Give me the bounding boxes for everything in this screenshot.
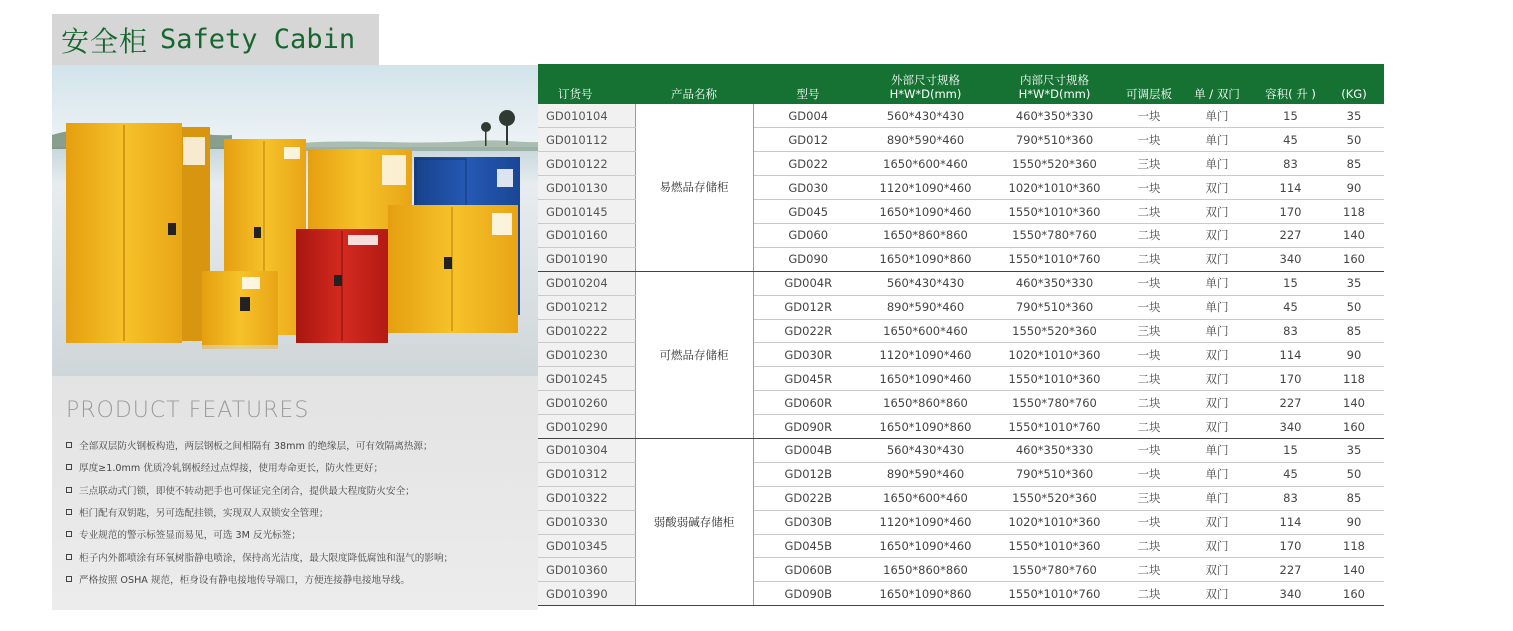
inner-size-cell: 1550*520*360 <box>988 319 1121 343</box>
square-bullet-icon <box>66 554 72 560</box>
order-no-cell: GD010145 <box>538 200 635 224</box>
weight-cell: 140 <box>1324 391 1384 415</box>
order-no-cell: GD010260 <box>538 391 635 415</box>
outer-size-cell: 1650*1090*860 <box>863 582 988 606</box>
door-cell: 单门 <box>1177 438 1257 462</box>
inner-size-cell: 1550*1010*360 <box>988 367 1121 391</box>
header-product-name: 产品名称 <box>635 64 753 104</box>
outer-size-cell: 1650*860*860 <box>863 391 988 415</box>
header-outer-size-title: 外部尺寸规格 <box>891 73 960 87</box>
weight-cell: 160 <box>1324 247 1384 271</box>
page-title <box>52 14 379 65</box>
model-cell: GD012 <box>753 128 863 152</box>
order-no-cell: GD010322 <box>538 486 635 510</box>
door-cell: 双门 <box>1177 247 1257 271</box>
shelf-cell: 三块 <box>1121 319 1177 343</box>
weight-cell: 85 <box>1324 152 1384 176</box>
weight-cell: 35 <box>1324 438 1384 462</box>
features-heading: PRODUCT FEATURES <box>66 398 310 423</box>
outer-size-cell: 1650*600*460 <box>863 152 988 176</box>
door-cell: 双门 <box>1177 534 1257 558</box>
inner-size-cell: 790*510*360 <box>988 462 1121 486</box>
shelf-cell: 一块 <box>1121 104 1177 128</box>
outer-size-cell: 1650*600*460 <box>863 486 988 510</box>
door-cell: 单门 <box>1177 486 1257 510</box>
table-row <box>538 271 1384 295</box>
shelf-cell: 一块 <box>1121 295 1177 319</box>
feature-text: 专业规范的警示标签显而易见，可选 3M 反光标签； <box>79 530 301 542</box>
spec-table-body <box>538 104 1384 606</box>
feature-item <box>66 479 538 501</box>
weight-cell: 90 <box>1324 176 1384 200</box>
spec-table <box>538 64 1384 606</box>
outer-size-cell: 1650*1090*860 <box>863 415 988 439</box>
outer-size-cell: 1650*860*860 <box>863 223 988 247</box>
header-inner-size <box>988 64 1121 104</box>
inner-size-cell: 1550*780*760 <box>988 391 1121 415</box>
weight-cell: 90 <box>1324 510 1384 534</box>
volume-cell: 83 <box>1257 152 1324 176</box>
header-order-no: 订货号 <box>538 64 635 104</box>
product-name-cell: 易燃品存储柜 <box>635 104 753 271</box>
title-english: Safety Cabin <box>160 24 356 55</box>
model-cell: GD090R <box>753 415 863 439</box>
volume-cell: 340 <box>1257 415 1324 439</box>
volume-cell: 227 <box>1257 558 1324 582</box>
volume-cell: 170 <box>1257 200 1324 224</box>
shelf-cell: 二块 <box>1121 223 1177 247</box>
inner-size-cell: 1550*520*360 <box>988 486 1121 510</box>
order-no-cell: GD010160 <box>538 223 635 247</box>
outer-size-cell: 1650*1090*460 <box>863 200 988 224</box>
header-outer-size-unit: H*W*D(mm) <box>889 87 962 101</box>
outer-size-cell: 560*430*430 <box>863 104 988 128</box>
inner-size-cell: 460*350*330 <box>988 438 1121 462</box>
model-cell: GD030R <box>753 343 863 367</box>
volume-cell: 340 <box>1257 582 1324 606</box>
volume-cell: 15 <box>1257 104 1324 128</box>
order-no-cell: GD010212 <box>538 295 635 319</box>
shelf-cell: 一块 <box>1121 271 1177 295</box>
door-cell: 双门 <box>1177 510 1257 534</box>
order-no-cell: GD010312 <box>538 462 635 486</box>
weight-cell: 118 <box>1324 534 1384 558</box>
door-cell: 单门 <box>1177 271 1257 295</box>
order-no-cell: GD010122 <box>538 152 635 176</box>
header-inner-size-title: 内部尺寸规格 <box>1020 73 1089 87</box>
header-weight: (KG) <box>1324 64 1384 104</box>
model-cell: GD090 <box>753 247 863 271</box>
table-row <box>538 438 1384 462</box>
shelf-cell: 一块 <box>1121 462 1177 486</box>
shelf-cell: 二块 <box>1121 247 1177 271</box>
weight-cell: 160 <box>1324 415 1384 439</box>
inner-size-cell: 790*510*360 <box>988 295 1121 319</box>
shelf-cell: 一块 <box>1121 510 1177 534</box>
square-bullet-icon <box>66 464 72 470</box>
model-cell: GD022 <box>753 152 863 176</box>
outer-size-cell: 1120*1090*460 <box>863 343 988 367</box>
door-cell: 单门 <box>1177 104 1257 128</box>
inner-size-cell: 1020*1010*360 <box>988 176 1121 200</box>
inner-size-cell: 1020*1010*360 <box>988 510 1121 534</box>
outer-size-cell: 560*430*430 <box>863 438 988 462</box>
outer-size-cell: 1120*1090*460 <box>863 176 988 200</box>
order-no-cell: GD010290 <box>538 415 635 439</box>
feature-text: 厚度≥1.0mm 优质冷轧钢板经过点焊接，使用寿命更长，防火性更好； <box>79 463 384 475</box>
title-chinese: 安全柜 <box>61 24 149 58</box>
shelf-cell: 三块 <box>1121 152 1177 176</box>
outer-size-cell: 890*590*460 <box>863 295 988 319</box>
inner-size-cell: 1550*780*760 <box>988 223 1121 247</box>
weight-cell: 85 <box>1324 319 1384 343</box>
shelf-cell: 二块 <box>1121 200 1177 224</box>
door-cell: 双门 <box>1177 415 1257 439</box>
volume-cell: 114 <box>1257 343 1324 367</box>
feature-item <box>66 456 538 478</box>
model-cell: GD030B <box>753 510 863 534</box>
feature-item <box>66 545 538 567</box>
order-no-cell: GD010130 <box>538 176 635 200</box>
door-cell: 单门 <box>1177 295 1257 319</box>
shelf-cell: 一块 <box>1121 438 1177 462</box>
header-model: 型号 <box>753 64 863 104</box>
inner-size-cell: 1550*520*360 <box>988 152 1121 176</box>
volume-cell: 83 <box>1257 319 1324 343</box>
square-bullet-icon <box>66 509 72 515</box>
door-cell: 单门 <box>1177 128 1257 152</box>
volume-cell: 170 <box>1257 534 1324 558</box>
product-photo <box>52 65 538 376</box>
volume-cell: 114 <box>1257 176 1324 200</box>
shelf-cell: 一块 <box>1121 128 1177 152</box>
order-no-cell: GD010245 <box>538 367 635 391</box>
volume-cell: 15 <box>1257 271 1324 295</box>
door-cell: 双门 <box>1177 343 1257 367</box>
volume-cell: 340 <box>1257 247 1324 271</box>
model-cell: GD022R <box>753 319 863 343</box>
inner-size-cell: 1550*1010*360 <box>988 534 1121 558</box>
door-cell: 单门 <box>1177 152 1257 176</box>
inner-size-cell: 1550*1010*760 <box>988 415 1121 439</box>
model-cell: GD012B <box>753 462 863 486</box>
order-no-cell: GD010112 <box>538 128 635 152</box>
product-features-panel <box>52 376 538 610</box>
order-no-cell: GD010230 <box>538 343 635 367</box>
volume-cell: 45 <box>1257 295 1324 319</box>
volume-cell: 170 <box>1257 367 1324 391</box>
square-bullet-icon <box>66 442 72 448</box>
weight-cell: 90 <box>1324 343 1384 367</box>
door-cell: 双门 <box>1177 367 1257 391</box>
weight-cell: 35 <box>1324 104 1384 128</box>
volume-cell: 45 <box>1257 462 1324 486</box>
inner-size-cell: 1020*1010*360 <box>988 343 1121 367</box>
order-no-cell: GD010204 <box>538 271 635 295</box>
order-no-cell: GD010360 <box>538 558 635 582</box>
outer-size-cell: 1650*1090*460 <box>863 367 988 391</box>
volume-cell: 227 <box>1257 223 1324 247</box>
inner-size-cell: 1550*1010*760 <box>988 582 1121 606</box>
weight-cell: 50 <box>1324 128 1384 152</box>
model-cell: GD060B <box>753 558 863 582</box>
model-cell: GD090B <box>753 582 863 606</box>
order-no-cell: GD010390 <box>538 582 635 606</box>
header-inner-size-unit: H*W*D(mm) <box>1018 87 1091 101</box>
order-no-cell: GD010190 <box>538 247 635 271</box>
outer-size-cell: 890*590*460 <box>863 128 988 152</box>
door-cell: 双门 <box>1177 391 1257 415</box>
door-cell: 双门 <box>1177 558 1257 582</box>
shelf-cell: 二块 <box>1121 558 1177 582</box>
table-row <box>538 104 1384 128</box>
shelf-cell: 一块 <box>1121 343 1177 367</box>
weight-cell: 50 <box>1324 295 1384 319</box>
weight-cell: 140 <box>1324 223 1384 247</box>
door-cell: 单门 <box>1177 319 1257 343</box>
outer-size-cell: 1650*600*460 <box>863 319 988 343</box>
volume-cell: 15 <box>1257 438 1324 462</box>
feature-text: 严格按照 OSHA 规范，柜身设有静电接地传导端口，方便连接静电接地导线。 <box>79 574 410 586</box>
table-header-row <box>538 64 1384 104</box>
outer-size-cell: 1650*860*860 <box>863 558 988 582</box>
feature-item <box>66 501 538 523</box>
square-bullet-icon <box>66 576 72 582</box>
door-cell: 双门 <box>1177 200 1257 224</box>
inner-size-cell: 460*350*330 <box>988 271 1121 295</box>
door-cell: 双门 <box>1177 176 1257 200</box>
model-cell: GD045B <box>753 534 863 558</box>
header-outer-size <box>863 64 988 104</box>
model-cell: GD004B <box>753 438 863 462</box>
shelf-cell: 二块 <box>1121 582 1177 606</box>
outer-size-cell: 560*430*430 <box>863 271 988 295</box>
volume-cell: 114 <box>1257 510 1324 534</box>
outer-size-cell: 1650*1090*460 <box>863 534 988 558</box>
feature-text: 柜门配有双钥匙，另可选配挂锁，实现双人双锁安全管理； <box>79 508 329 520</box>
order-no-cell: GD010304 <box>538 438 635 462</box>
model-cell: GD004 <box>753 104 863 128</box>
order-no-cell: GD010222 <box>538 319 635 343</box>
model-cell: GD045R <box>753 367 863 391</box>
feature-text: 柜子内外都喷涂有环氧树脂静电喷涂，保持高光洁度，最大限度降低腐蚀和湿气的影响； <box>79 552 454 564</box>
order-no-cell: GD010345 <box>538 534 635 558</box>
inner-size-cell: 1550*1010*760 <box>988 247 1121 271</box>
model-cell: GD022B <box>753 486 863 510</box>
model-cell: GD060 <box>753 223 863 247</box>
model-cell: GD030 <box>753 176 863 200</box>
cabinet-photo-illustration <box>52 65 538 376</box>
weight-cell: 118 <box>1324 200 1384 224</box>
door-cell: 单门 <box>1177 462 1257 486</box>
weight-cell: 160 <box>1324 582 1384 606</box>
feature-item <box>66 568 538 590</box>
feature-text: 三点联动式门锁，即使不转动把手也可保证完全闭合，提供最大程度防火安全； <box>79 485 415 497</box>
product-name-cell: 可燃品存储柜 <box>635 271 753 438</box>
volume-cell: 45 <box>1257 128 1324 152</box>
shelf-cell: 二块 <box>1121 534 1177 558</box>
order-no-cell: GD010104 <box>538 104 635 128</box>
inner-size-cell: 1550*1010*360 <box>988 200 1121 224</box>
features-list <box>66 434 538 590</box>
outer-size-cell: 1650*1090*860 <box>863 247 988 271</box>
header-volume: 容积( 升 ) <box>1257 64 1324 104</box>
shelf-cell: 二块 <box>1121 367 1177 391</box>
model-cell: GD045 <box>753 200 863 224</box>
weight-cell: 140 <box>1324 558 1384 582</box>
inner-size-cell: 460*350*330 <box>988 104 1121 128</box>
product-name-cell: 弱酸弱碱存储柜 <box>635 438 753 605</box>
feature-text: 全部双层防火钢板构造，两层钢板之间相隔有 38mm 的绝缘层，可有效隔离热源； <box>79 441 433 453</box>
shelf-cell: 一块 <box>1121 176 1177 200</box>
model-cell: GD060R <box>753 391 863 415</box>
volume-cell: 227 <box>1257 391 1324 415</box>
header-shelf: 可调层板 <box>1121 64 1177 104</box>
order-no-cell: GD010330 <box>538 510 635 534</box>
header-door: 单 / 双门 <box>1177 64 1257 104</box>
feature-item <box>66 434 538 456</box>
weight-cell: 85 <box>1324 486 1384 510</box>
inner-size-cell: 1550*780*760 <box>988 558 1121 582</box>
square-bullet-icon <box>66 487 72 493</box>
model-cell: GD012R <box>753 295 863 319</box>
shelf-cell: 二块 <box>1121 415 1177 439</box>
weight-cell: 50 <box>1324 462 1384 486</box>
outer-size-cell: 1120*1090*460 <box>863 510 988 534</box>
feature-item <box>66 523 538 545</box>
door-cell: 双门 <box>1177 223 1257 247</box>
square-bullet-icon <box>66 531 72 537</box>
model-cell: GD004R <box>753 271 863 295</box>
inner-size-cell: 790*510*360 <box>988 128 1121 152</box>
shelf-cell: 二块 <box>1121 391 1177 415</box>
volume-cell: 83 <box>1257 486 1324 510</box>
shelf-cell: 三块 <box>1121 486 1177 510</box>
outer-size-cell: 890*590*460 <box>863 462 988 486</box>
door-cell: 双门 <box>1177 582 1257 606</box>
weight-cell: 118 <box>1324 367 1384 391</box>
weight-cell: 35 <box>1324 271 1384 295</box>
